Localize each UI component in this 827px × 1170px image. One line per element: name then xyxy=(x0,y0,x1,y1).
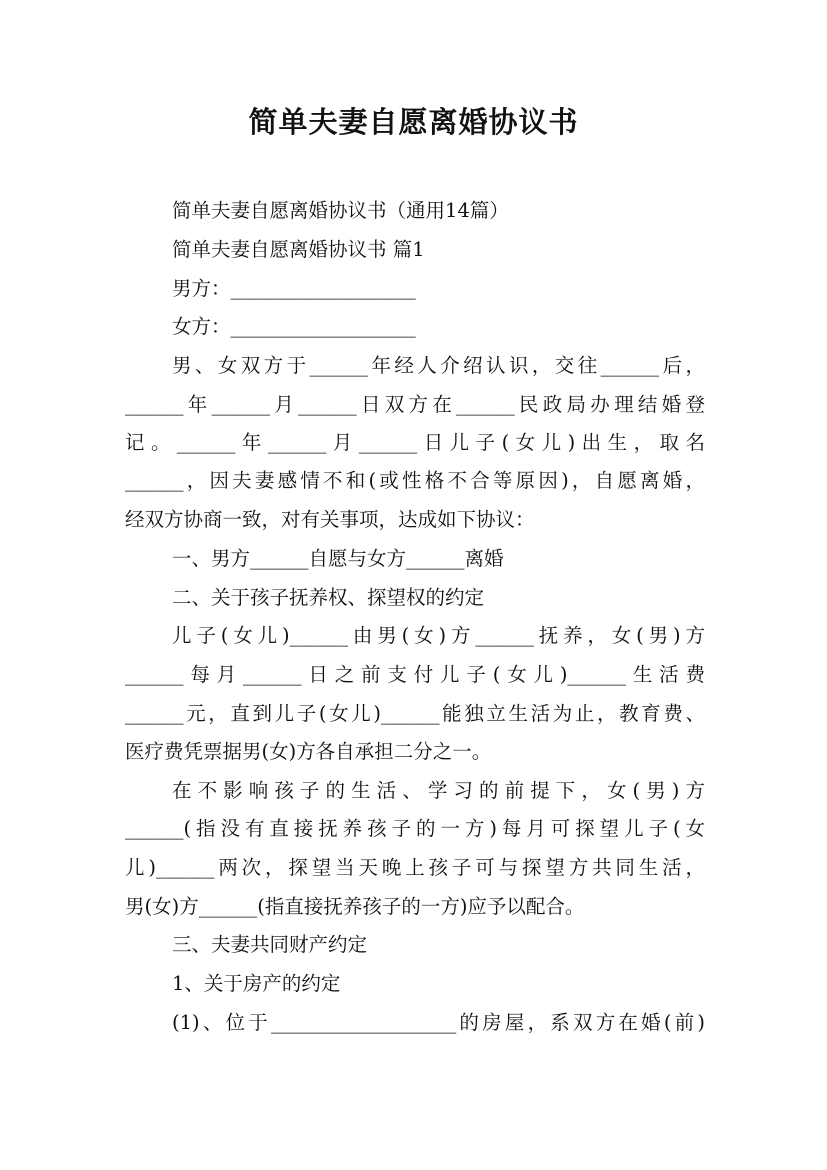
document-title: 简单夫妻自愿离婚协议书 xyxy=(248,105,579,139)
paragraph-line: (1)、位于___________________的房屋，系双方在婚(前) xyxy=(172,1011,705,1034)
paragraph-line: ______每月______日之前支付儿子(女儿)______生活费 xyxy=(125,663,705,686)
paragraph-line: 经双方协商一致，对有关事项，达成如下协议： xyxy=(125,508,535,531)
paragraph-line: ______年______月______日双方在______民政局办理结婚登 xyxy=(125,393,705,416)
clause-line: 一、男方______自愿与女方______离婚 xyxy=(172,547,504,570)
paragraph-line: 儿)______两次，探望当天晚上孩子可与探望方共同生活， xyxy=(125,856,705,879)
paragraph-line: 儿子(女儿)______由男(女)方______抚养，女(男)方 xyxy=(172,624,705,647)
paragraph-line: 记。______年______月______日儿子(女儿)出生，取名 xyxy=(125,431,705,454)
clause-subheading-line: 1、关于房产的约定 xyxy=(172,972,341,995)
clause-heading-line: 二、关于孩子抚养权、探望权的约定 xyxy=(172,586,485,609)
paragraph-line: 医疗费凭票据男(女)方各自承担二分之一。 xyxy=(125,740,492,763)
paragraph-line: 在不影响孩子的生活、学习的前提下，女(男)方 xyxy=(172,779,705,802)
paragraph-line: 男、女双方于______年经人介绍认识，交往______后， xyxy=(172,354,705,377)
male-party-line: 男方：___________________ xyxy=(172,277,416,300)
paragraph-line: ______(指没有直接抚养孩子的一方)每月可探望儿子(女 xyxy=(125,817,705,840)
paragraph-line: ______元，直到儿子(女儿)______能独立生活为止，教育费、 xyxy=(125,702,705,725)
paragraph-line: ______，因夫妻感情不和(或性格不合等原因)，自愿离婚， xyxy=(125,469,705,492)
clause-heading-line: 三、夫妻共同财产约定 xyxy=(172,933,368,956)
section-heading-line: 简单夫妻自愿离婚协议书 篇1 xyxy=(172,238,425,261)
paragraph-line: 男(女)方______(指直接抚养孩子的一方)应予以配合。 xyxy=(125,895,585,918)
female-party-line: 女方：___________________ xyxy=(172,315,416,338)
subtitle-line: 简单夫妻自愿离婚协议书（通用14篇） xyxy=(172,199,509,222)
